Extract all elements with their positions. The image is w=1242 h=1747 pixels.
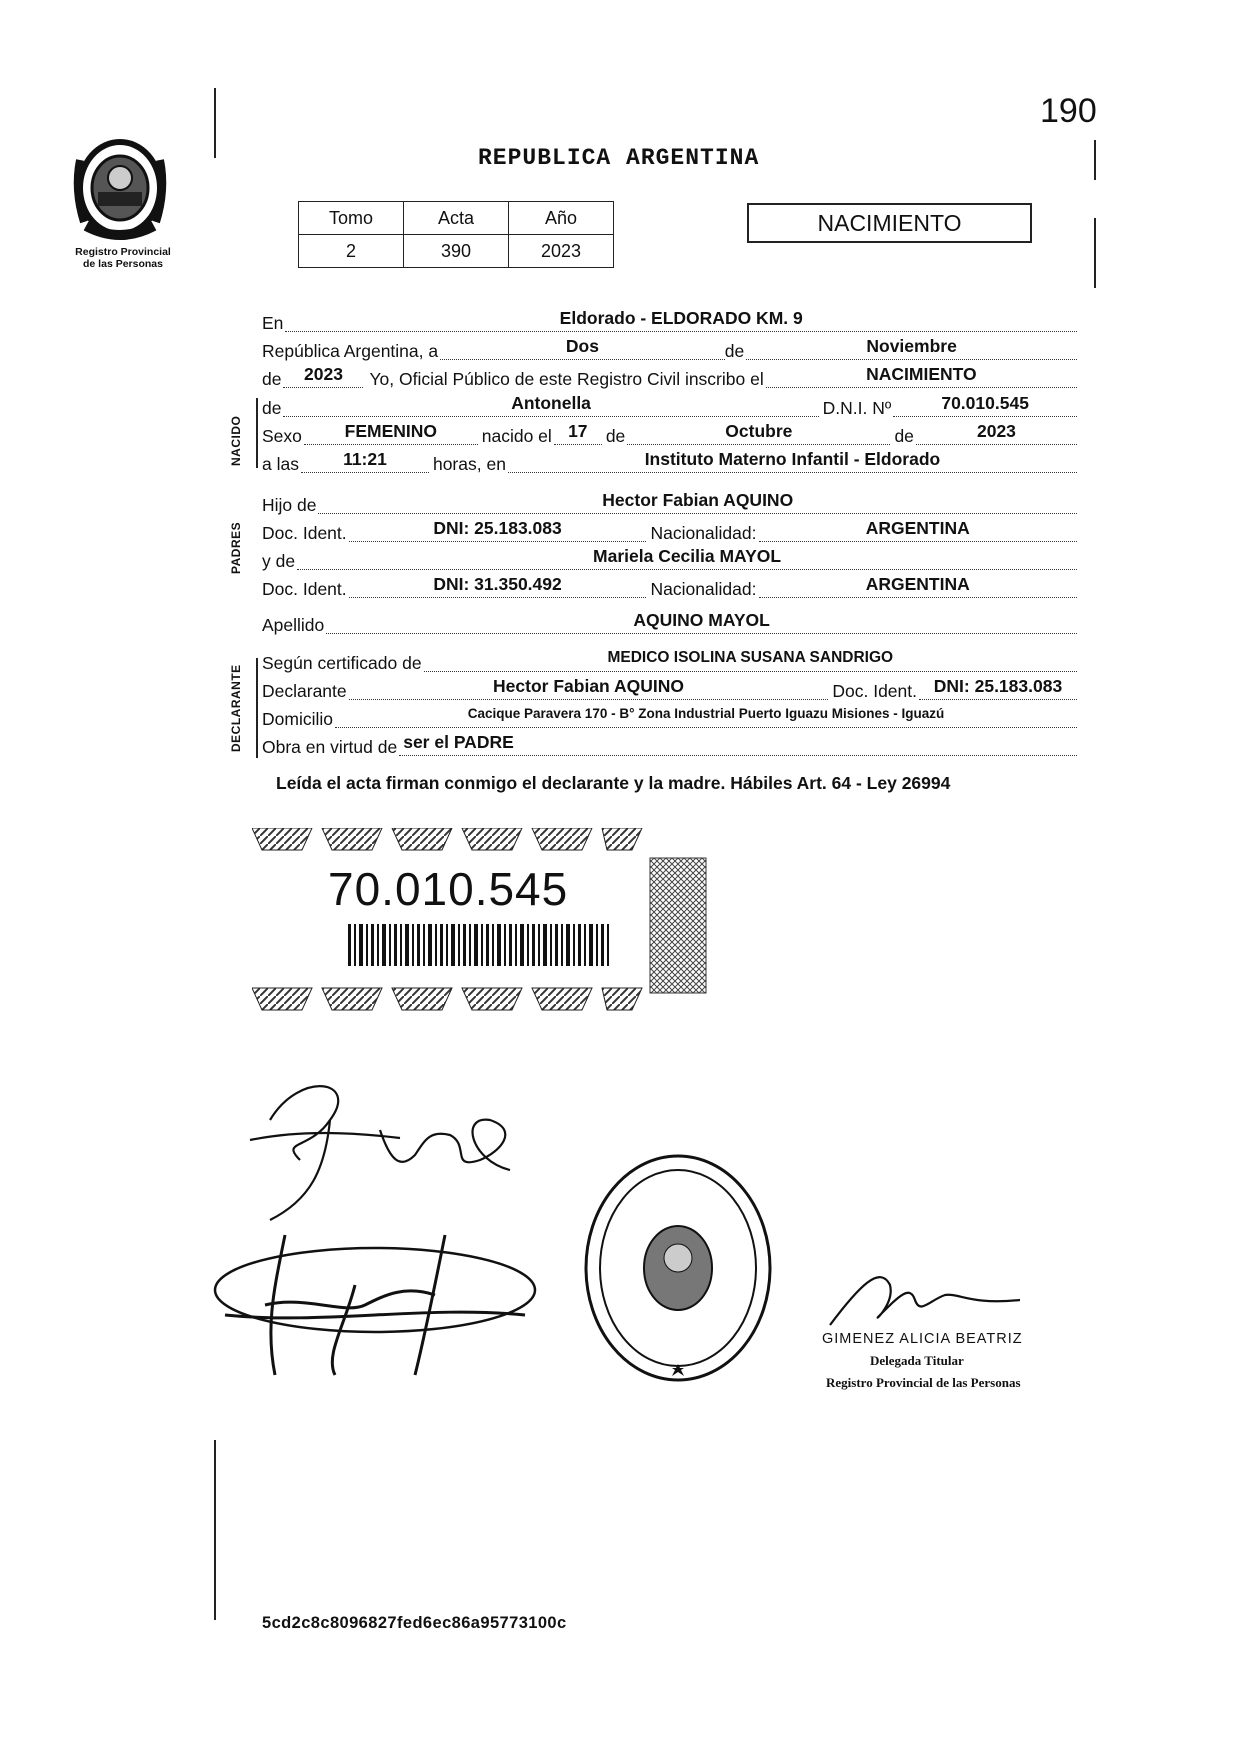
field-dia-nac: 17 [554, 422, 602, 445]
margin-line [214, 88, 216, 158]
row-declarante: Declarante Hector Fabian AQUINO Doc. Ident. DNI: 25.183.083 [262, 676, 1077, 702]
row-madre: y de Mariela Cecilia MAYOL [262, 546, 1077, 572]
field-padre: Hector Fabian AQUINO [318, 491, 1077, 514]
row-fecha-registro: República Argentina, a Dos de Noviembre [262, 336, 1077, 362]
row-certificado: Según certificado de MEDICO ISOLINA SUSANA SANDRIGO [262, 648, 1077, 674]
row-nombre: de Antonella D.N.I. Nº 70.010.545 [262, 393, 1077, 419]
official-name: GIMENEZ ALICIA BEATRIZ [822, 1331, 1023, 1347]
official-signature [820, 1265, 1020, 1335]
logo-caption: Registro Provincial de las Personas [75, 246, 171, 270]
row-madre-doc: Doc. Ident. DNI: 31.350.492 Nacionalidad: ARGENTINA [262, 574, 1077, 600]
seal-text [583, 1152, 773, 1382]
row-sexo-fecha: Sexo FEMENINO nacido el 17 de Octubre de 2023 [262, 421, 1077, 447]
value-tomo: 2 [299, 235, 404, 268]
field-nombre: Antonella [283, 394, 818, 417]
registry-logo [64, 130, 176, 247]
document-hash: 5cd2c8c8096827fed6ec86a95773100c [262, 1614, 567, 1632]
section-label-padres: PADRES [229, 521, 243, 574]
margin-line [1094, 140, 1096, 180]
field-madre: Mariela Cecilia MAYOL [297, 547, 1077, 570]
field-sexo: FEMENINO [304, 422, 478, 445]
field-dia-registro: Dos [440, 337, 725, 360]
legal-note: Leída el acta firman conmigo el declarante y la madre. Hábiles Art. 64 - Ley 26994 [276, 773, 951, 793]
field-mes-nac: Octubre [627, 422, 890, 445]
field-declarante: Hector Fabian AQUINO [349, 677, 829, 700]
section-label-nacido: NACIDO [229, 415, 243, 466]
barcode-number: 70.010.545 [328, 863, 569, 915]
security-pattern-icon [252, 828, 710, 1013]
row-domicilio: Domicilio Cacique Paravera 170 - B° Zona Industrial Puerto Iguazu Misiones - Iguazú [262, 704, 1077, 730]
row-lugar: En Eldorado - ELDORADO KM. 9 [262, 308, 1077, 334]
margin-line [214, 1440, 216, 1620]
field-tipo: NACIMIENTO [766, 365, 1077, 388]
row-obra-virtud: Obra en virtud de ser el PADRE [262, 732, 1077, 758]
field-certificado: MEDICO ISOLINA SUSANA SANDRIGO [424, 649, 1077, 672]
row-padre: Hijo de Hector Fabian AQUINO [262, 490, 1077, 516]
row-hora-lugar: a las 11:21 horas, en Instituto Materno Infantil - Eldorado [262, 449, 1077, 475]
official-office: Registro Provincial de las Personas [826, 1375, 1021, 1390]
field-madre-nac: ARGENTINA [759, 575, 1078, 598]
field-padre-nac: ARGENTINA [759, 519, 1078, 542]
section-label-declarante: DECLARANTE [229, 664, 243, 752]
row-anio-tipo: de 2023 Yo, Oficial Público de este Registro Civil inscribo el NACIMIENTO [262, 364, 1077, 390]
page-number: 190 [1040, 92, 1097, 130]
field-hora: 11:21 [301, 450, 429, 473]
header-anio: Año [509, 202, 614, 235]
field-declarante-doc: DNI: 25.183.083 [919, 677, 1077, 700]
header-tomo: Tomo [299, 202, 404, 235]
document-title: REPUBLICA ARGENTINA [478, 145, 760, 171]
record-type-box: NACIMIENTO [747, 203, 1032, 243]
section-divider [256, 658, 258, 758]
field-apellido: AQUINO MAYOL [326, 611, 1077, 634]
field-lugar: Eldorado - ELDORADO KM. 9 [285, 309, 1077, 332]
security-barcode-strip [252, 828, 710, 1013]
header-acta: Acta [404, 202, 509, 235]
provincial-shield-icon [64, 130, 176, 242]
registry-table [298, 201, 614, 268]
section-divider [256, 398, 258, 468]
field-domicilio: Cacique Paravera 170 - B° Zona Industrial Puerto Iguazu Misiones - Iguazú [335, 705, 1077, 728]
declarant-signature [205, 1225, 545, 1395]
field-mes-registro: Noviembre [746, 337, 1077, 360]
margin-line [1094, 218, 1096, 288]
field-padre-doc: DNI: 25.183.083 [349, 519, 647, 542]
row-apellido: Apellido AQUINO MAYOL [262, 610, 1077, 636]
field-lugar-nac: Instituto Materno Infantil - Eldorado [508, 450, 1077, 473]
value-acta: 390 [404, 235, 509, 268]
field-dni: 70.010.545 [893, 394, 1077, 417]
field-obra-virtud: ser el PADRE [399, 733, 1077, 756]
row-padre-doc: Doc. Ident. DNI: 25.183.083 Nacionalidad: ARGENTINA [262, 518, 1077, 544]
official-title: Delegada Titular [870, 1353, 964, 1368]
field-anio-registro: 2023 [283, 365, 363, 388]
mother-signature [240, 1060, 530, 1240]
value-anio: 2023 [509, 235, 614, 268]
field-madre-doc: DNI: 31.350.492 [349, 575, 647, 598]
field-anio-nac: 2023 [916, 422, 1077, 445]
